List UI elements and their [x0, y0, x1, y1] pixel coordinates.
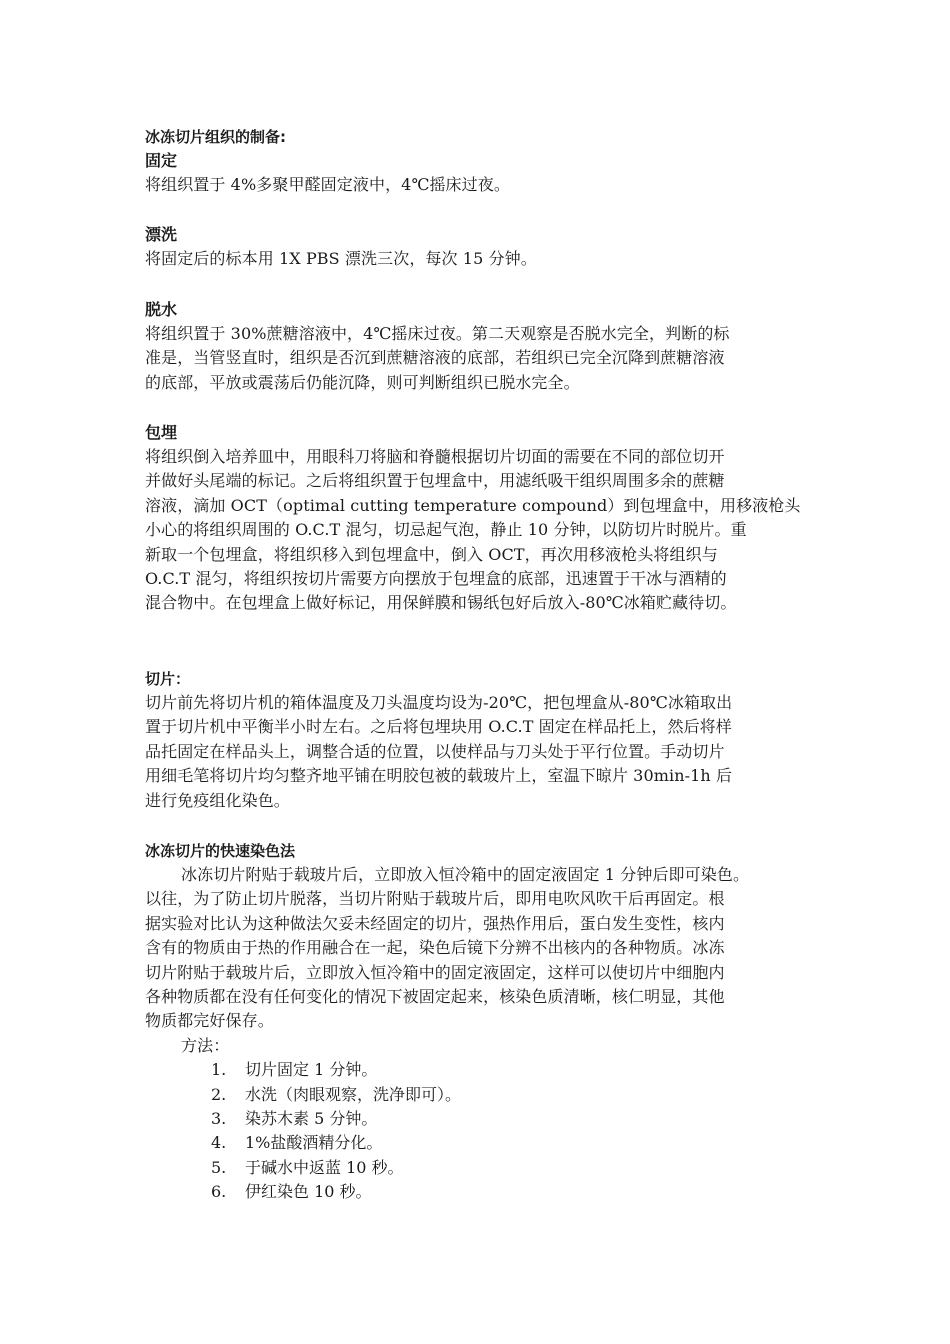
dehydration-line: 准是，当管竖直时，组织是否沉到蔗糖溶液的底部，若组织已完全沉降到蔗糖溶液 — [145, 348, 725, 368]
embedding-line: 新取一个包埋盒，将组织移入到包埋盒中，倒入 OCT，再次用移液枪头将组织与 — [145, 544, 718, 564]
method-steps-list — [145, 1058, 835, 1204]
rapid-stain-paragraph — [145, 863, 835, 1034]
list-item — [145, 1131, 835, 1155]
embedding-line: 将组织倒入培养皿中，用眼科刀将脑和脊髓根据切片切面的需要在不同的部位切开 — [145, 447, 725, 467]
step-text: 切片固定 1 分钟。 — [245, 1060, 378, 1080]
embedding-line: 混合物中。在包埋盒上做好标记，用保鲜膜和锡纸包好后放入-80℃冰箱贮藏待切。 — [145, 593, 737, 613]
step-number: 5. — [211, 1157, 227, 1177]
step-text: 于碱水中返蓝 10 秒。 — [245, 1157, 404, 1177]
embedding-line: 并做好头尾端的标记。之后将组织置于包埋盒中，用滤纸吸干组织周围多余的蔗糖 — [145, 471, 725, 491]
document-title: 冰冻切片组织的制备: — [145, 128, 286, 146]
sectioning-heading: 切片： — [145, 669, 191, 688]
embedding-line: 溶液，滴加 OCT（optimal cutting temperature compound）到包埋盒中，用移液枪头 — [145, 495, 801, 515]
sectioning-paragraph — [145, 691, 835, 813]
fixation-text: 将组织置于 4%多聚甲醛固定液中，4℃摇床过夜。 — [145, 175, 510, 194]
rinse-heading: 漂洗 — [145, 225, 178, 245]
embedding-heading: 包埋 — [145, 423, 178, 443]
fixation-heading: 固定 — [145, 151, 178, 170]
step-number: 3. — [211, 1108, 227, 1128]
dehydration-heading: 脱水 — [145, 299, 178, 319]
step-number: 6. — [211, 1182, 227, 1202]
step-text: 伊红染色 10 秒。 — [245, 1182, 372, 1202]
rinse-text: 将固定后的标本用 1X PBS 漂洗三次，每次 15 分钟。 — [145, 249, 537, 269]
embedding-paragraph — [145, 445, 835, 616]
rapid-stain-line: 据实验对比认为这种做法欠妥未经固定的切片，强热作用后，蛋白发生变性，核内 — [145, 913, 725, 933]
list-item — [145, 1107, 835, 1131]
rapid-stain-line: 冰冻切片附贴于载玻片后，立即放入恒冷箱中的固定液固定 1 分钟后即可染色。 — [181, 864, 750, 884]
step-text: 水洗（肉眼观察，洗净即可）。 — [245, 1084, 462, 1104]
step-number: 1. — [211, 1060, 227, 1080]
rapid-stain-line: 切片附贴于载玻片后，立即放入恒冷箱中的固定液固定，这样可以使切片中细胞内 — [145, 962, 725, 982]
dehydration-line: 的底部，平放或震荡后仍能沉降，则可判断组织已脱水完全。 — [145, 372, 580, 392]
sectioning-line: 品托固定在样品头上，调整合适的位置，以使样品与刀头处于平行位置。手动切片 — [145, 741, 725, 761]
rapid-stain-heading: 冰冻切片的快速染色法 — [145, 841, 296, 860]
rapid-stain-line: 物质都完好保存。 — [145, 1011, 274, 1031]
rapid-stain-line: 含有的物质由于热的作用融合在一起，染色后镜下分辨不出核内的各种物质。冰冻 — [145, 938, 725, 958]
list-item — [145, 1180, 835, 1204]
sectioning-line: 进行免疫组化染色。 — [145, 790, 290, 810]
step-text: 染苏木素 5 分钟。 — [245, 1108, 378, 1128]
embedding-line: O.C.T 混匀，将组织按切片需要方向摆放于包埋盒的底部，迅速置于干冰与酒精的 — [145, 569, 727, 589]
dehydration-line: 将组织置于 30%蔗糖溶液中，4℃摇床过夜。第二天观察是否脱水完全，判断的标 — [145, 323, 730, 343]
sectioning-line: 切片前先将切片机的箱体温度及刀头温度均设为-20℃，把包埋盒从-80℃冰箱取出 — [145, 692, 733, 712]
step-number: 2. — [211, 1084, 227, 1104]
sectioning-line: 置于切片机中平衡半小时左右。之后将包埋块用 O.C.T 固定在样品托上，然后将样 — [145, 717, 732, 737]
rapid-stain-line: 以往，为了防止切片脱落，当切片附贴于载玻片后，即用电吹风吹干后再固定。根 — [145, 889, 725, 909]
list-item — [145, 1156, 835, 1180]
method-label: 方法： — [181, 1035, 230, 1055]
sectioning-line: 用细毛笔将切片均匀整齐地平铺在明胶包被的载玻片上，室温下晾片 30min-1h 后 — [145, 766, 733, 786]
document-body — [145, 125, 835, 1205]
embedding-line: 小心的将组织周围的 O.C.T 混匀，切忌起气泡，静止 10 分钟，以防切片时脱片。重 — [145, 520, 747, 540]
step-text: 1%盐酸酒精分化。 — [245, 1133, 383, 1153]
dehydration-paragraph — [145, 322, 835, 395]
list-item — [145, 1083, 835, 1107]
rapid-stain-line: 各种物质都在没有任何变化的情况下被固定起来，核染色质清晰，核仁明显，其他 — [145, 986, 725, 1006]
step-number: 4. — [211, 1133, 227, 1153]
list-item — [145, 1058, 835, 1082]
